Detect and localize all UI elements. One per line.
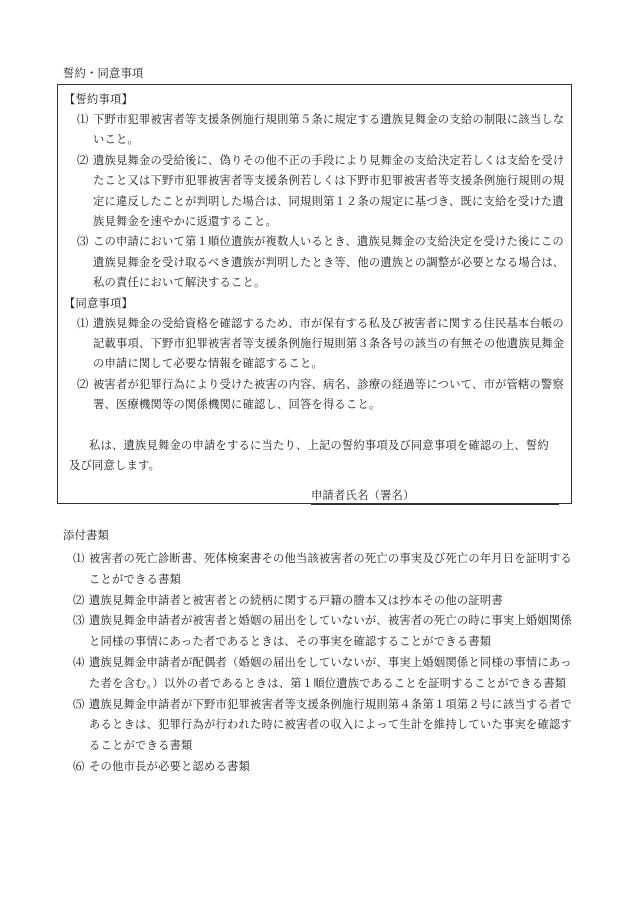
pledge-item bbox=[67, 110, 567, 151]
item-number: ⑵ bbox=[73, 593, 85, 607]
item-text: 被害者が犯罪行為により受けた被害の内容、病名、診療の経過等について、市が管轄の警察署、医療機関等の関係機関に確認し、回答を得ること。 bbox=[93, 377, 564, 412]
pledge-consent-box bbox=[57, 84, 572, 504]
consent-item bbox=[67, 375, 567, 416]
attachment-item bbox=[63, 611, 573, 653]
attachment-item bbox=[63, 757, 573, 778]
attachments-title: 添付書類 bbox=[63, 529, 109, 542]
signature-field[interactable] bbox=[311, 487, 559, 505]
attachments-list bbox=[63, 549, 573, 778]
attachment-item bbox=[63, 653, 573, 695]
item-number: ⑷ bbox=[73, 655, 85, 669]
item-number: ⑴ bbox=[73, 552, 85, 565]
item-text: この申請において第１順位遺族が複数人いるとき、遺族見舞金の支給決定を受けた後にこの遺族見舞金を受け取るべき遺族が判明したとき等、他の遺族との調整が必要となる場合は、私の責任において解決すること。 bbox=[93, 235, 565, 290]
pledge-item bbox=[67, 151, 567, 233]
signature-label: 申請者氏名（署名） bbox=[311, 489, 415, 502]
attachment-item bbox=[63, 549, 573, 591]
item-text: 遺族見舞金申請者が被害者と婚姻の届出をしていないが、被害者の死亡の時に事実上婚姻関係と同様の事情にあった者であるときは、その事実を確認することができる書類 bbox=[89, 614, 572, 649]
attachment-item bbox=[63, 591, 573, 612]
item-number: ⑶ bbox=[77, 235, 89, 249]
item-number: ⑵ bbox=[77, 153, 89, 167]
item-text: 下野市犯罪被害者等支援条例施行規則第５条に規定する遺族見舞金の支給の制限に該当しないこと。 bbox=[93, 113, 565, 147]
item-number: ⑸ bbox=[73, 697, 85, 711]
item-number: ⑴ bbox=[77, 316, 89, 330]
item-text: 被害者の死亡診断書、死体検案書その他当該被害者の死亡の事実及び死亡の年月日を証明することができる書類 bbox=[89, 552, 572, 586]
pledge-item bbox=[67, 232, 567, 293]
pledge-consent-content bbox=[64, 90, 567, 477]
item-number: ⑴ bbox=[77, 113, 89, 126]
consent-header: 【同意事項】 bbox=[64, 296, 133, 310]
item-number: ⑵ bbox=[77, 377, 89, 391]
item-number: ⑶ bbox=[73, 614, 85, 628]
item-text: その他市長が必要と認める書類 bbox=[89, 759, 250, 773]
attachment-item bbox=[63, 695, 573, 757]
declaration-text: 私は、遺族見舞金の申請をするに当たり、上記の誓約事項及び同意事項を確認の上、誓約及び同意します。 bbox=[69, 438, 549, 473]
item-text: 遺族見舞金申請者が下野市犯罪被害者等支援条例施行規則第４条第１項第２号に該当する者であるときは、犯罪行為が行われた時に被害者の収入によって生計を維持していた事実を確認することができる書類 bbox=[89, 697, 572, 753]
pledge-header: 【誓約事項】 bbox=[64, 93, 133, 106]
item-text: 遺族見舞金申請者が配偶者（婚姻の届出をしていないが、事実上婚姻関係と同様の事情にあった者を含む。）以外の者であるときは、第１順位遺族であることを証明することができる書類 bbox=[89, 655, 572, 690]
consent-item bbox=[67, 314, 567, 375]
item-text: 遺族見舞金の受給後に、偽りその他不正の手段により見舞金の支給決定若しくは支給を受けたこと又は下野市犯罪被害者等支援条例若しくは下野市犯罪被害者等支援条例施行規則の規定に違反したことが判明した場合は、同規則第１２条の規定に基づき、既に支給を受けた遺族見舞金を速やかに返還すること。 bbox=[93, 153, 565, 229]
pledge-section-title: 誓約・同意事項 bbox=[63, 67, 144, 80]
item-number: ⑹ bbox=[73, 759, 85, 773]
item-text: 遺族見舞金申請者と被害者との続柄に関する戸籍の謄本又は抄本その他の証明書 bbox=[89, 593, 503, 607]
item-text: 遺族見舞金の受給資格を確認するため、市が保有する私及び被害者に関する住民基本台帳の記載事項、下野市犯罪被害者等支援条例施行規則第３条各号の該当の有無その他遺族見舞金の申請に関して必要な情報を確認すること。 bbox=[93, 316, 565, 371]
